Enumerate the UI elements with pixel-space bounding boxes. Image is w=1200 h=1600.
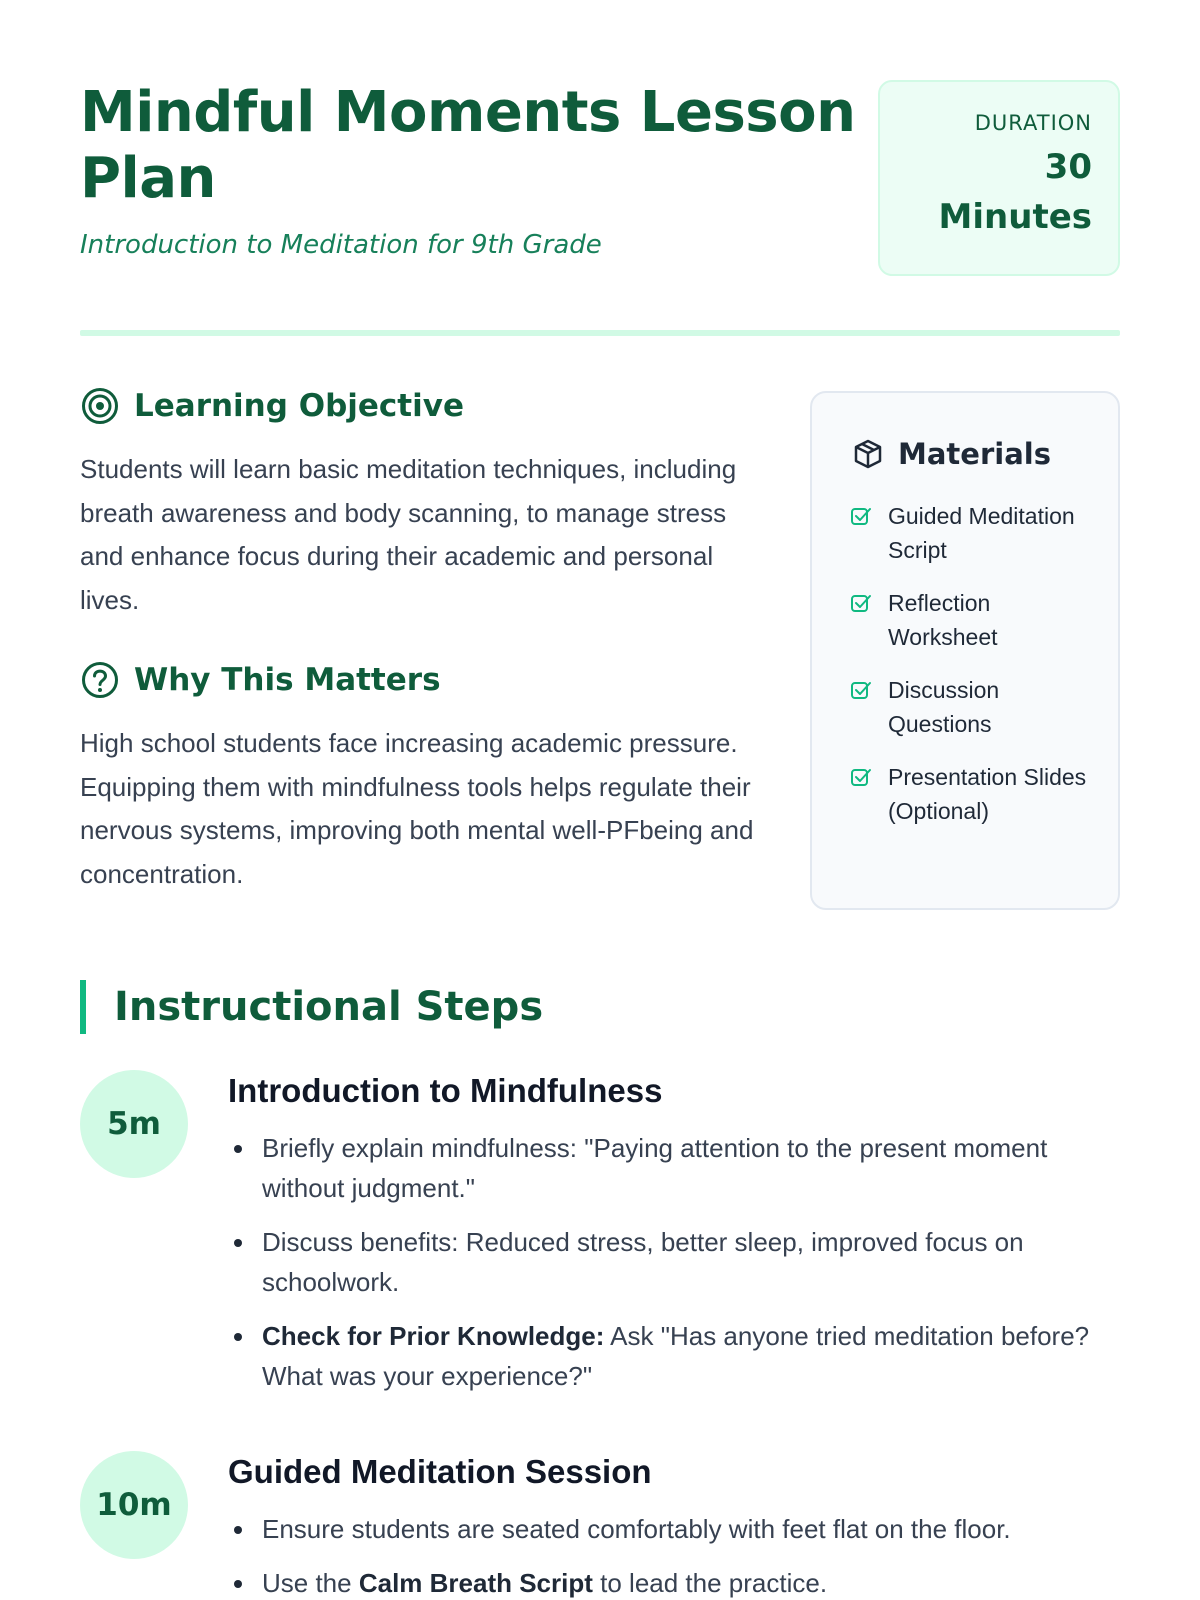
lesson-plan-page <box>80 0 1120 1600</box>
step-bullet-text: Discuss benefits: Reduced stress, better sleep, improved focus on schoolwork. <box>262 1227 1024 1297</box>
duration-label: DURATION <box>974 111 1092 135</box>
step-bullet <box>228 1509 1118 1549</box>
heading-accent-bar <box>80 980 86 1034</box>
why-this-matters-heading <box>80 660 441 700</box>
materials-card <box>810 391 1120 910</box>
learning-objective-text: Students will learn basic meditation techniques, including breath awareness and body scanning, to manage stress and enhance focus during their academic and personal lives. <box>80 454 737 615</box>
step-bullet <box>228 1128 1118 1208</box>
materials-heading <box>852 437 1051 471</box>
step-title: Guided Meditation Session <box>228 1453 652 1490</box>
materials-item-label: Reflection Worksheet <box>888 590 998 650</box>
step-bullet-text: Briefly explain mindfulness: "Paying attention to the present moment without judgment." <box>262 1133 1048 1203</box>
page-subtitle: Introduction to Meditation for 9th Grade <box>80 230 602 260</box>
materials-title: Materials <box>898 437 1051 471</box>
learning-objective-title: Learning Objective <box>134 388 464 424</box>
checkbox-checked-icon <box>850 505 872 527</box>
step-duration-badge: 5m <box>80 1070 188 1178</box>
step-bullet-bold: Check for Prior Knowledge: <box>262 1321 605 1351</box>
duration-card <box>878 80 1120 276</box>
why-this-matters-text: High school students face increasing academic pressure. Equipping them with mindfulness tools helps regulate their nervous systems, improving both mental well-PFbeing and concentration. <box>80 728 754 889</box>
materials-item <box>850 499 1100 586</box>
materials-list <box>850 499 1100 847</box>
step-bullet <box>228 1316 1118 1396</box>
step-bullet-text: Ensure students are seated comfortably with feet flat on the floor. <box>262 1514 1011 1544</box>
materials-item-label: Discussion Questions <box>888 677 1000 737</box>
instructional-steps-title: Instructional Steps <box>114 984 544 1030</box>
materials-item <box>850 760 1100 847</box>
checkbox-checked-icon <box>850 766 872 788</box>
materials-item-label: Guided Meditation Script <box>888 503 1075 563</box>
materials-item <box>850 673 1100 760</box>
checkbox-checked-icon <box>850 679 872 701</box>
step-bullet-bold: Calm Breath Script <box>358 1568 593 1598</box>
question-circle-icon <box>80 660 120 700</box>
materials-item-label: Presentation Slides (Optional) <box>888 764 1087 824</box>
step-bullet-text: Ask "Has anyone tried meditation before? What was your experience?" <box>262 1321 1090 1391</box>
instructional-steps-heading <box>80 980 1120 1034</box>
learning-objective-heading <box>80 386 464 426</box>
step-bullet <box>228 1563 1118 1600</box>
step-bullets <box>228 1128 1118 1410</box>
why-this-matters-title: Why This Matters <box>134 662 441 698</box>
page-title: Mindful Moments Lesson Plan <box>80 80 856 211</box>
step-duration-badge: 10m <box>80 1451 188 1559</box>
materials-item <box>850 586 1100 673</box>
step-bullet-text: to lead the practice. <box>592 1568 828 1598</box>
duration-unit: Minutes <box>938 197 1092 237</box>
package-icon <box>852 438 884 470</box>
header <box>80 80 1120 290</box>
target-icon <box>80 386 120 426</box>
step-bullet-pre: Use the <box>262 1568 359 1598</box>
step-title: Introduction to Mindfulness <box>228 1072 663 1109</box>
duration-number: 30 <box>1044 147 1092 187</box>
checkbox-checked-icon <box>850 592 872 614</box>
step-bullets <box>228 1509 1118 1600</box>
header-divider <box>80 330 1120 336</box>
step-bullet <box>228 1222 1118 1302</box>
duration-value <box>880 142 1092 242</box>
